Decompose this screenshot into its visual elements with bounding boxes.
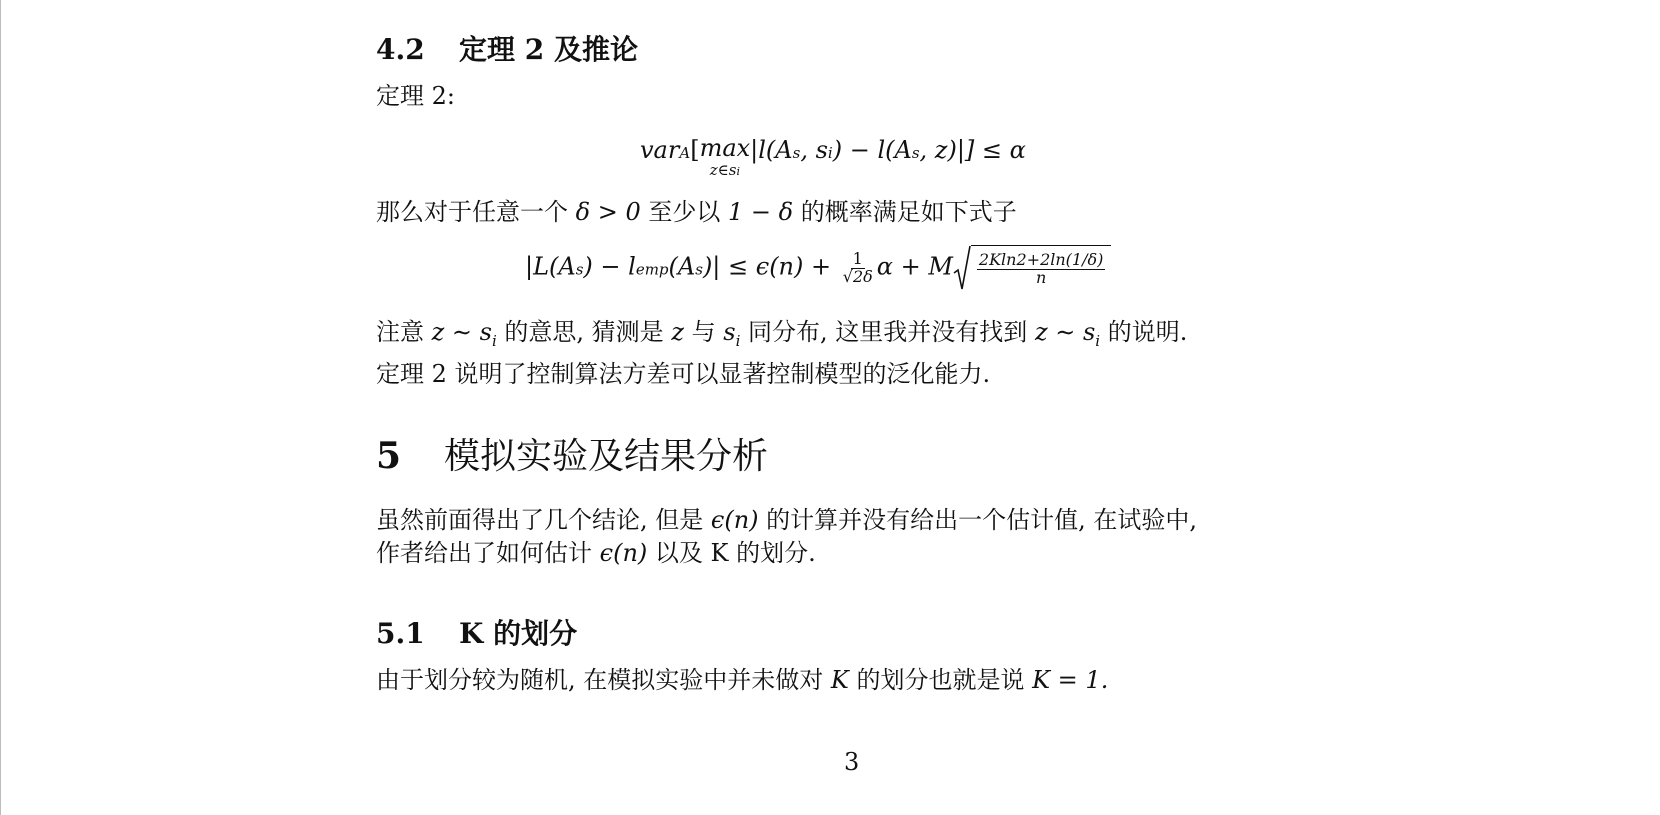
eq-sub: A bbox=[679, 144, 691, 162]
eq-max-limit-sub: i bbox=[736, 165, 740, 178]
text-run: 至少以 bbox=[648, 198, 721, 226]
text-run: 虽然前面得出了几个结论, 但是 bbox=[376, 506, 704, 534]
eq-part: , z)|] ≤ α bbox=[919, 136, 1026, 164]
text-run: 与 bbox=[691, 318, 716, 346]
text-run: 的计算并没有给出一个估计值, 在试验中, bbox=[766, 506, 1198, 534]
section-number: 5.1 bbox=[376, 617, 425, 650]
eq-sub: s bbox=[695, 260, 703, 279]
paragraph-section-5 bbox=[376, 504, 1197, 570]
equation-variance-bound: varA[ max z∈si |l(As, si) − l(As, z)|] ≤ α bbox=[640, 134, 1026, 179]
section-heading-5 bbox=[376, 428, 768, 479]
text-run: 的划分也就是说 bbox=[856, 666, 1025, 694]
eq-sub: i bbox=[827, 144, 833, 162]
eq-part: ) − l(A bbox=[832, 136, 912, 164]
eq-part: |L(A bbox=[525, 252, 576, 281]
inline-math: $s_i$ bbox=[723, 318, 741, 350]
inline-math: K bbox=[830, 666, 849, 694]
inline-math: z bbox=[671, 318, 684, 346]
fraction bbox=[977, 252, 1105, 287]
text-run: 作者给出了如何估计 bbox=[376, 539, 592, 567]
text-run: 那么对于任意一个 bbox=[376, 198, 568, 226]
eq-part: |l(A bbox=[750, 136, 793, 164]
square-root bbox=[953, 245, 1111, 291]
text-run: 以及 K 的划分. bbox=[654, 539, 816, 567]
inline-math: z ∼ $s_i$ bbox=[1034, 318, 1101, 350]
text-run: 的概率满足如下式子 bbox=[800, 198, 1017, 226]
equation-generalization-bound bbox=[525, 245, 1111, 291]
eq-part: , s bbox=[800, 136, 828, 164]
paragraph-section-5-1 bbox=[376, 664, 1108, 697]
fraction-denominator: √2δ bbox=[842, 266, 873, 286]
inline-math: δ > 0 bbox=[575, 198, 641, 226]
eq-part: (A bbox=[668, 252, 696, 281]
section-title: 模拟实验及结果分析 bbox=[444, 436, 769, 477]
eq-sub: s bbox=[911, 144, 920, 162]
page-number: 3 bbox=[844, 748, 860, 776]
eq-part: ) − l bbox=[583, 252, 636, 281]
text-run: 注意 bbox=[376, 318, 424, 346]
section-title: 定理 2 及推论 bbox=[459, 33, 638, 66]
eq-var: var bbox=[640, 136, 680, 164]
section-heading-4-2 bbox=[376, 28, 638, 68]
eq-sub: emp bbox=[635, 260, 669, 279]
eq-max-limit: z∈s bbox=[709, 161, 737, 179]
text-run: 定理 2 说明了控制算法方差可以显著控制模型的泛化能力. bbox=[376, 359, 991, 388]
paragraph-note bbox=[376, 316, 1187, 391]
eq-sub: s bbox=[792, 144, 801, 162]
theorem-label: 定理 2: bbox=[376, 82, 455, 110]
section-number: 4.2 bbox=[376, 33, 425, 66]
text-run: 由于划分较为随机, 在模拟实验中并未做对 bbox=[376, 666, 824, 694]
inline-math: 1 − δ bbox=[728, 198, 794, 226]
fraction-denominator: n bbox=[1035, 268, 1047, 287]
fraction-numerator: 2Kln2+2ln(1/δ) bbox=[978, 250, 1104, 270]
section-heading-5-1 bbox=[376, 612, 577, 652]
eq-max-operator bbox=[700, 136, 751, 178]
radical-sign-icon bbox=[953, 245, 971, 291]
fraction-numerator: 1 bbox=[852, 248, 863, 268]
text-run: 的说明. bbox=[1107, 318, 1188, 346]
eq-sub: s bbox=[575, 260, 584, 279]
inline-math: ϵ(n) bbox=[599, 539, 648, 567]
page-left-edge bbox=[0, 0, 1, 815]
section-number: 5 bbox=[376, 435, 402, 477]
inline-math: z ∼ $s_i$ bbox=[431, 318, 497, 350]
section-title: K 的划分 bbox=[459, 617, 578, 650]
fraction bbox=[841, 248, 875, 286]
eq-part: )| ≤ ϵ(n) + bbox=[702, 252, 839, 281]
text-run: 同分布, 这里我并没有找到 bbox=[748, 318, 1028, 346]
text-run: 的意思, 猜测是 bbox=[504, 318, 664, 346]
paragraph-delta-statement bbox=[376, 196, 1017, 229]
eq-max: max bbox=[699, 134, 751, 162]
eq-part: α + M bbox=[876, 252, 953, 281]
inline-math: ϵ(n) bbox=[710, 506, 759, 534]
inline-math: K = 1. bbox=[1032, 666, 1109, 694]
